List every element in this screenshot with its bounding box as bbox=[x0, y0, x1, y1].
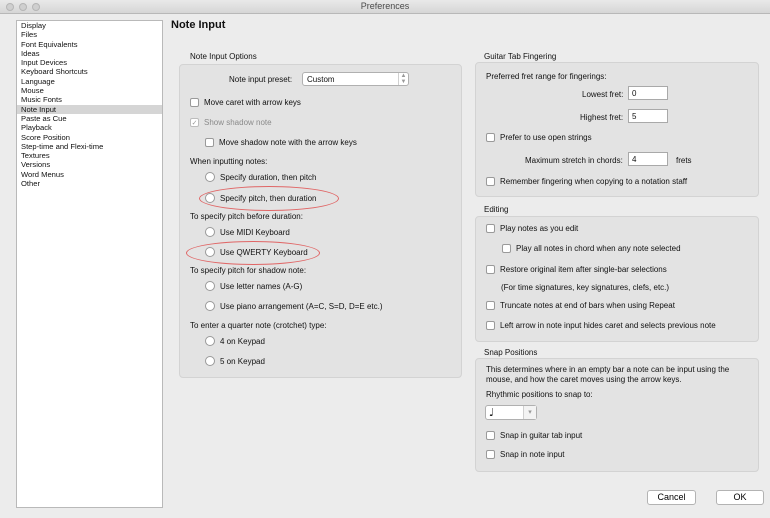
snap-positions-title: Snap Positions bbox=[484, 348, 538, 357]
prefer-open-strings-checkbox[interactable] bbox=[486, 133, 495, 142]
show-shadow-note-checkbox[interactable] bbox=[190, 118, 199, 127]
snap-description-line-2: mouse, and how the caret moves using the arrow keys. bbox=[486, 374, 682, 384]
move-caret-checkbox[interactable] bbox=[190, 98, 199, 107]
preset-select[interactable] bbox=[302, 72, 409, 86]
sidebar-item-ideas[interactable]: Ideas bbox=[21, 48, 40, 58]
truncate-notes-option[interactable] bbox=[486, 301, 675, 310]
left-arrow-option[interactable] bbox=[486, 321, 716, 330]
five-on-keypad-option[interactable] bbox=[205, 356, 265, 366]
snap-guitar-tab-label: Snap in guitar tab input bbox=[500, 431, 583, 440]
sidebar-item-font-equivalents[interactable]: Font Equivalents bbox=[21, 39, 78, 49]
play-notes-label: Play notes as you edit bbox=[500, 224, 579, 233]
sidebar-item-playback[interactable]: Playback bbox=[21, 123, 52, 133]
sidebar-item-keyboard-shortcuts[interactable]: Keyboard Shortcuts bbox=[21, 67, 88, 77]
sidebar bbox=[16, 20, 163, 508]
preset-value: Custom bbox=[307, 75, 335, 84]
piano-arrangement-label: Use piano arrangement (A=C, S=D, D=E etc.) bbox=[220, 301, 383, 311]
sidebar-item-versions[interactable]: Versions bbox=[21, 160, 51, 170]
editing-title: Editing bbox=[484, 205, 509, 214]
highest-fret-input[interactable] bbox=[628, 109, 668, 123]
duration-then-pitch-option[interactable] bbox=[205, 172, 317, 182]
show-shadow-note-label: Show shadow note bbox=[204, 118, 272, 127]
snap-guitar-tab-checkbox[interactable] bbox=[486, 431, 495, 440]
pitch-then-duration-radio[interactable] bbox=[205, 193, 215, 203]
sidebar-item-language[interactable]: Language bbox=[21, 76, 55, 86]
sidebar-item-note-input[interactable]: Note Input bbox=[17, 105, 162, 114]
midi-keyboard-radio[interactable] bbox=[205, 227, 215, 237]
note-input-options-title: Note Input Options bbox=[190, 52, 257, 61]
note-input-options-panel bbox=[179, 64, 462, 378]
remember-fingering-option[interactable] bbox=[486, 177, 687, 186]
qwerty-keyboard-option[interactable] bbox=[205, 247, 308, 257]
select-arrows-icon: ▲ ▼ bbox=[398, 73, 408, 85]
rhythmic-label: Rhythmic positions to snap to: bbox=[486, 390, 593, 399]
cancel-button[interactable]: Cancel bbox=[647, 490, 696, 505]
prefer-open-strings-option[interactable] bbox=[486, 133, 592, 142]
ok-button[interactable]: OK bbox=[716, 490, 764, 505]
sidebar-item-word-menus[interactable]: Word Menus bbox=[21, 169, 64, 179]
move-shadow-note-label: Move shadow note with the arrow keys bbox=[219, 138, 357, 147]
move-caret-option[interactable] bbox=[190, 98, 301, 107]
move-shadow-note-checkbox[interactable] bbox=[205, 138, 214, 147]
snap-note-input-label: Snap in note input bbox=[500, 450, 565, 459]
letter-names-label: Use letter names (A-G) bbox=[220, 281, 303, 291]
snap-description-line-1: This determines where in an empty bar a note can be input using the bbox=[486, 365, 730, 374]
max-stretch-label: Maximum stretch in chords: bbox=[525, 156, 623, 165]
when-inputting-label: When inputting notes: bbox=[190, 157, 268, 166]
play-notes-option[interactable] bbox=[486, 224, 578, 233]
remember-fingering-checkbox[interactable] bbox=[486, 177, 495, 186]
sidebar-item-other[interactable]: Other bbox=[21, 179, 40, 189]
letter-names-radio[interactable] bbox=[205, 281, 215, 291]
left-arrow-checkbox[interactable] bbox=[486, 321, 495, 330]
pitch-then-duration-label: Specify pitch, then duration bbox=[220, 193, 317, 203]
guitar-tab-title: Guitar Tab Fingering bbox=[484, 52, 557, 61]
sidebar-item-music-fonts[interactable]: Music Fonts bbox=[21, 95, 62, 105]
sidebar-item-score-position[interactable]: Score Position bbox=[21, 132, 70, 142]
restore-original-option[interactable] bbox=[486, 265, 667, 274]
letter-names-option[interactable] bbox=[205, 281, 302, 291]
play-all-notes-checkbox[interactable] bbox=[502, 244, 511, 253]
quarter-note-label: To enter a quarter note (crotchet) type: bbox=[190, 321, 327, 330]
qwerty-keyboard-label: Use QWERTY Keyboard bbox=[220, 247, 308, 257]
rhythmic-position-select[interactable] bbox=[485, 405, 537, 420]
qwerty-keyboard-radio[interactable] bbox=[205, 247, 215, 257]
lowest-fret-label: Lowest fret: bbox=[582, 90, 624, 99]
snap-guitar-tab-option[interactable] bbox=[486, 431, 582, 440]
snap-note-input-option[interactable] bbox=[486, 450, 565, 459]
page-title: Note Input bbox=[171, 19, 226, 31]
midi-keyboard-label: Use MIDI Keyboard bbox=[220, 227, 290, 237]
frets-label: frets bbox=[676, 156, 692, 165]
preset-label: Note input preset: bbox=[229, 75, 293, 84]
pitch-before-duration-label: To specify pitch before duration: bbox=[190, 212, 303, 221]
sidebar-item-input-devices[interactable]: Input Devices bbox=[21, 58, 68, 68]
play-notes-checkbox[interactable] bbox=[486, 224, 495, 233]
midi-keyboard-option[interactable] bbox=[205, 227, 290, 237]
restore-original-checkbox[interactable] bbox=[486, 265, 495, 274]
window-title: Preferences bbox=[360, 1, 410, 11]
max-stretch-input[interactable] bbox=[628, 152, 668, 166]
truncate-notes-label: Truncate notes at end of bars when using Repeat bbox=[500, 301, 675, 310]
fret-range-label: Preferred fret range for fingerings: bbox=[486, 72, 607, 81]
pitch-then-duration-option[interactable] bbox=[205, 193, 317, 203]
sidebar-item-paste-as-cue[interactable]: Paste as Cue bbox=[21, 113, 67, 123]
duration-then-pitch-radio[interactable] bbox=[205, 172, 215, 182]
title-bar bbox=[0, 0, 770, 14]
sidebar-item-files[interactable]: Files bbox=[21, 30, 38, 40]
pitch-shadow-label: To specify pitch for shadow note: bbox=[190, 266, 307, 275]
show-shadow-note-option[interactable] bbox=[190, 118, 272, 127]
sidebar-item-mouse[interactable]: Mouse bbox=[21, 86, 44, 96]
snap-note-input-checkbox[interactable] bbox=[486, 450, 495, 459]
duration-then-pitch-label: Specify duration, then pitch bbox=[220, 172, 317, 182]
prefer-open-strings-label: Prefer to use open strings bbox=[500, 133, 592, 142]
remember-fingering-label: Remember fingering when copying to a notation staff bbox=[500, 177, 688, 186]
checkmark-icon: ✓ bbox=[191, 119, 198, 127]
sidebar-item-step-time[interactable]: Step-time and Flexi-time bbox=[21, 141, 104, 151]
play-all-notes-label: Play all notes in chord when any note selected bbox=[516, 244, 681, 253]
four-on-keypad-radio[interactable] bbox=[205, 336, 215, 346]
piano-arrangement-radio[interactable] bbox=[205, 301, 215, 311]
restore-note-text: (For time signatures, key signatures, clefs, etc.) bbox=[501, 283, 670, 292]
five-on-keypad-radio[interactable] bbox=[205, 356, 215, 366]
snap-description bbox=[486, 365, 729, 384]
lowest-fret-input[interactable] bbox=[628, 86, 668, 100]
quarter-note-icon: ♩ bbox=[489, 406, 495, 419]
highest-fret-label: Highest fret: bbox=[580, 113, 624, 122]
play-all-notes-option[interactable] bbox=[502, 244, 681, 253]
restore-original-label: Restore original item after single-bar selections bbox=[500, 265, 667, 274]
chevron-down-icon: ▾ bbox=[523, 406, 536, 419]
move-caret-label: Move caret with arrow keys bbox=[204, 98, 301, 107]
left-arrow-label: Left arrow in note input hides caret and selects previous note bbox=[500, 321, 716, 330]
sidebar-item-display[interactable]: Display bbox=[21, 21, 46, 30]
four-on-keypad-label: 4 on Keypad bbox=[220, 336, 265, 346]
five-on-keypad-label: 5 on Keypad bbox=[220, 356, 265, 366]
piano-arrangement-option[interactable] bbox=[205, 301, 383, 311]
sidebar-item-textures[interactable]: Textures bbox=[21, 151, 50, 161]
truncate-notes-checkbox[interactable] bbox=[486, 301, 495, 310]
move-shadow-note-option[interactable] bbox=[205, 138, 357, 147]
four-on-keypad-option[interactable] bbox=[205, 336, 265, 346]
